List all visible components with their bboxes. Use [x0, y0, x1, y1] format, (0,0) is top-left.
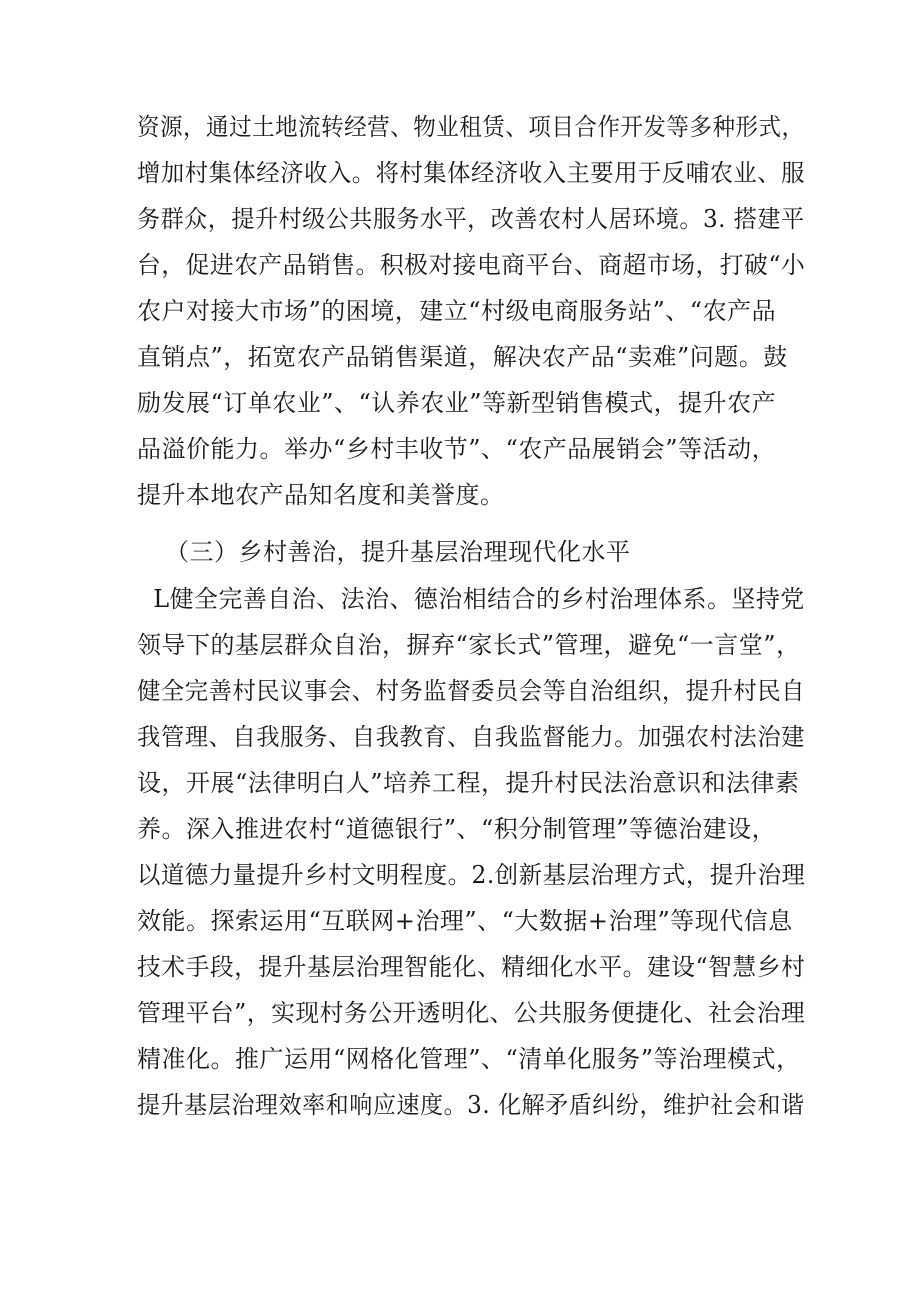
text-line: 农户对接大市场”的困境，建立“村级电商服务站”、“农产品 [137, 297, 777, 325]
text-line: 领导下的基层群众自治，摒弃“家长式”管理，避免“一言堂”， [137, 631, 801, 659]
text-line: 提升基层治理效率和响应速度。3. 化解矛盾纠纷，维护社会和谐 [137, 1091, 805, 1119]
section-heading: （三）乡村善治，提升基层治理现代化水平 [165, 538, 631, 566]
text-line: 资源，通过土地流转经营、物业租赁、项目合作开发等多种形式， [137, 113, 805, 141]
text-line: 台，促进农产品销售。积极对接电商平台、商超市场，打破“小 [137, 251, 806, 279]
text-line: 励发展“订单农业”、“认养农业”等新型销售模式，提升农产 [137, 389, 777, 417]
text-line: 养。深入推进农村“道德银行”、“积分制管理”等德治建设， [137, 815, 777, 843]
text-line: 我管理、自我服务、自我教育、自我监督能力。加强农村法治建 [137, 723, 805, 751]
text-line: 效能。探索运用“互联网+治理”、“大数据+治理”等现代信息 [137, 907, 793, 935]
text-line: L健全完善自治、法治、德治相结合的乡村治理体系。坚持党 [137, 585, 805, 613]
text-line: 技术手段，提升基层治理智能化、精细化水平。建设“智慧乡村 [137, 953, 806, 981]
text-line: 提升本地农产品知名度和美誉度。 [137, 481, 505, 509]
text-line: 直销点”，拓宽农产品销售渠道，解决农产品“卖难”问题。鼓 [137, 343, 788, 371]
text-line: 健全完善村民议事会、村务监督委员会等自治组织，提升村民自 [137, 677, 805, 705]
text-line: 务群众，提升村级公共服务水平，改善农村人居环境。3. 搭建平 [137, 205, 805, 233]
text-line: 设，开展“法律明白人”培养工程，提升村民法治意识和法律素 [137, 769, 800, 797]
text-line: 管理平台”，实现村务公开透明化、公共服务便捷化、社会治理 [137, 999, 806, 1027]
text-line: 精准化。推广运用“网格化管理”、“清单化服务”等治理模式， [137, 1045, 801, 1073]
text-line: 以道德力量提升乡村文明程度。2.创新基层治理方式，提升治理 [137, 861, 806, 889]
text-line: 品溢价能力。举办“乡村丰收节”、“农产品展销会”等活动， [137, 435, 777, 463]
text-line: 增加村集体经济收入。将村集体经济收入主要用于反哺农业、服 [137, 159, 805, 187]
